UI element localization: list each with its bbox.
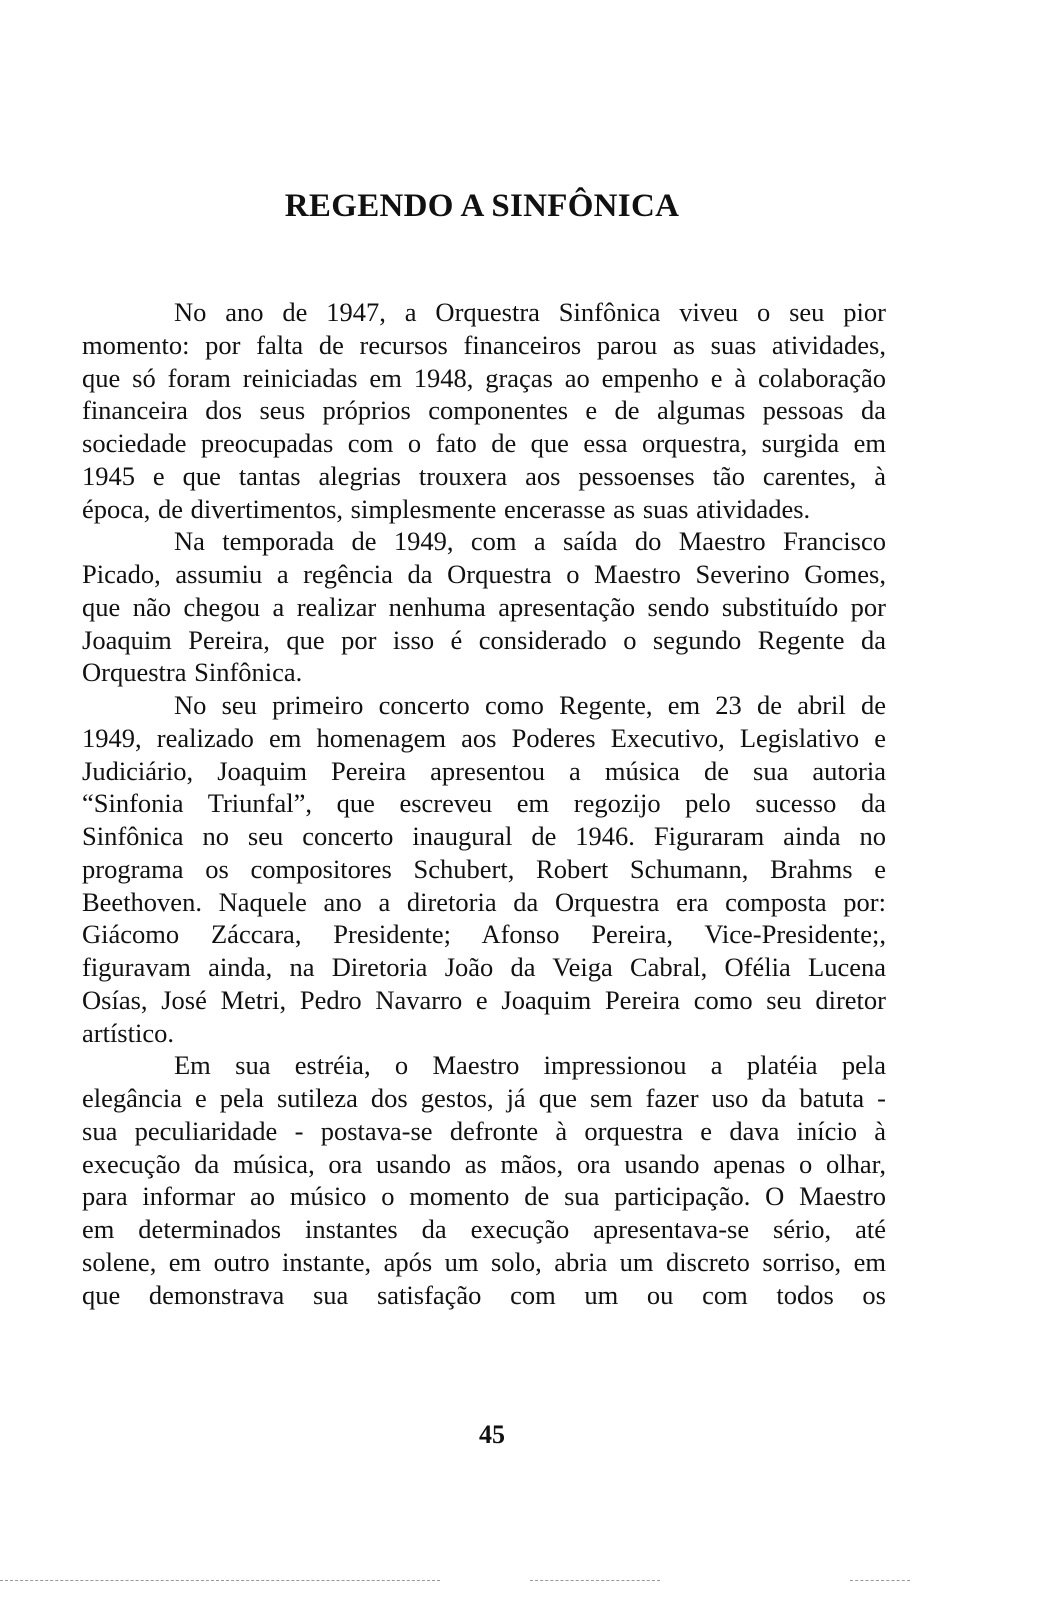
text-line: “Sinfonia Triunfal”, que escreveu em regozijo pelo sucesso da [82,788,886,819]
text-line: que só foram reiniciadas em 1948, graças ao empenho e à colaboração [82,362,886,393]
text-line: Em sua estréia, o Maestro impressionou a platéia pela [174,1050,886,1081]
page-number: 45 [479,1420,505,1449]
text-line: Judiciário, Joaquim Pereira apresentou a música de sua autoria [82,755,886,786]
text-line: programa os compositores Schubert, Robert Schumann, Brahms e [82,853,886,884]
text-line: sociedade preocupadas com o fato de que essa orquestra, surgida em [82,428,886,458]
text-line: 1949, realizado em homenagem aos Poderes Executivo, Legislativo e [82,722,886,753]
text-line: elegância e pela sutileza dos gestos, já que sem fazer uso da batuta - [82,1083,886,1113]
text-line: Giácomo Záccara, Presidente; Afonso Pereira, Vice-Presidente;, [82,919,886,950]
text-line: solene, em outro instante, após um solo, abria um discreto sorriso, em [82,1246,886,1277]
text-line: momento: por falta de recursos financeiros parou as suas atividades, [82,329,886,360]
text-line: Picado, assumiu a regência da Orquestra o Maestro Severino Gomes, [82,559,886,589]
text-line: época, de divertimentos, simplesmente encerasse as suas atividades. [82,493,811,524]
text-line: execução da música, ora usando as mãos, ora usando apenas o olhar, [82,1148,886,1179]
text-line: Sinfônica no seu concerto inaugural de 1946. Figuraram ainda no [82,821,886,851]
text-line: No seu primeiro concerto como Regente, em 23 de abril de [174,690,886,720]
text-line: Joaquim Pereira, que por isso é considerado o segundo Regente da [82,624,886,655]
text-line: 1945 e que tantas alegrias trouxera aos pessoenses tão carentes, à [82,460,886,491]
text-line: sua peculiaridade - postava-se defronte à orquestra e dava início à [82,1115,886,1146]
text-line: artístico. [82,1017,174,1048]
text-line: que não chegou a realizar nenhuma apresentação sendo substituído por [82,591,886,622]
text-line: Orquestra Sinfônica. [82,657,303,688]
text-line: Na temporada de 1949, com a saída do Maestro Francisco [174,526,886,557]
paragraph [82,296,886,525]
text-line: para informar ao músico o momento de sua participação. O Maestro [82,1181,886,1212]
scan-edge-divider [0,1580,440,1582]
text-line: figuravam ainda, na Diretoria João da Veiga Cabral, Ofélia Lucena [82,952,886,982]
body-text [82,296,886,1311]
paragraph [82,1049,886,1311]
text-line: financeira dos seus próprios componentes e de algumas pessoas da [82,395,886,426]
text-line: Osías, José Metri, Pedro Navarro e Joaquim Pereira como seu diretor [82,984,886,1015]
text-line: em determinados instantes da execução apresentava-se sério, até [82,1214,886,1244]
paragraph [82,689,886,1049]
text-line: No ano de 1947, a Orquestra Sinfônica viveu o seu pior [174,297,886,327]
text-line: Beethoven. Naquele ano a diretoria da Orquestra era composta por: [82,886,886,917]
paragraph [82,525,886,689]
text-line: que demonstrava sua satisfação com um ou com todos os [82,1279,886,1310]
chapter-title: REGENDO A SINFÔNICA [284,188,680,224]
scan-edge-divider [850,1580,910,1582]
scan-edge-divider [530,1580,660,1582]
